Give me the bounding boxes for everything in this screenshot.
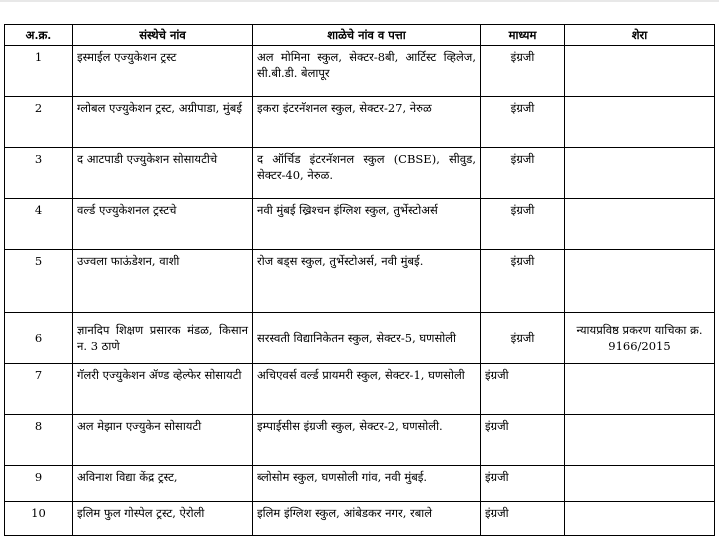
- cell-school: रोज बड्स स्कुल, तुर्भेस्टोअर्स, नवी मुंबई.: [253, 250, 481, 313]
- cell-medium: इंग्रजी: [481, 415, 565, 466]
- cell-sr: 8: [5, 415, 73, 466]
- cell-remark: [565, 148, 715, 199]
- cell-medium: इंग्रजी: [481, 199, 565, 250]
- table-row: [5, 313, 715, 364]
- cell-medium: इंग्रजी: [481, 148, 565, 199]
- table-row: [5, 46, 715, 97]
- cell-sr: 5: [5, 250, 73, 313]
- cell-sr: 7: [5, 364, 73, 415]
- cell-school: ब्लोसोम स्कुल, घणसोली गांव, नवी मुंबई.: [253, 466, 481, 502]
- header-medium: माध्यम: [481, 25, 565, 46]
- cell-medium: इंग्रजी: [481, 364, 565, 415]
- table-row: [5, 415, 715, 466]
- cell-medium: इंग्रजी: [481, 250, 565, 313]
- cell-sr: 2: [5, 97, 73, 148]
- table-row: [5, 466, 715, 502]
- cell-sr: 1: [5, 46, 73, 97]
- cell-medium: इंग्रजी: [481, 97, 565, 148]
- cell-trust: द आटपाडी एज्युकेशन सोसायटीचे: [73, 148, 253, 199]
- cell-trust: उज्वला फाऊंडेशन, वाशी: [73, 250, 253, 313]
- cell-medium: इंग्रजी: [481, 466, 565, 502]
- cell-remark: न्यायप्रविष्ठ प्रकरण याचिका क्र. 9166/2015: [565, 313, 715, 364]
- cell-remark: [565, 364, 715, 415]
- cell-remark: [565, 502, 715, 536]
- cell-trust: ज्ञानदिप शिक्षण प्रसारक मंडळ, किसान न. 3 ठाणे: [73, 313, 253, 364]
- header-remark: शेरा: [565, 25, 715, 46]
- cell-trust: गॅलरी एज्युकेशन ॲण्ड व्हेल्फेर सोसायटी: [73, 364, 253, 415]
- header-school-name-address: शाळेचे नांव व पत्ता: [253, 25, 481, 46]
- cell-school: नवी मुंबई ख्रिश्चन इंग्लिश स्कुल, तुर्भेस्टोअर्स: [253, 199, 481, 250]
- cell-sr: 3: [5, 148, 73, 199]
- cell-sr: 6: [5, 313, 73, 364]
- cell-remark: [565, 97, 715, 148]
- table-row: [5, 364, 715, 415]
- cell-remark: [565, 415, 715, 466]
- header-sr: अ.क्र.: [5, 25, 73, 46]
- cell-trust: इस्माईल एज्युकेशन ट्रस्ट: [73, 46, 253, 97]
- cell-sr: 9: [5, 466, 73, 502]
- cell-trust: वर्ल्ड एज्युकेशनल ट्रस्टचे: [73, 199, 253, 250]
- cell-school: सरस्वती विद्यानिकेतन स्कुल, सेक्टर-5, घणसोली: [253, 313, 481, 364]
- cell-trust: ग्लोबल एज्युकेशन ट्रस्ट, अग्रीपाडा, मुंबई: [73, 97, 253, 148]
- cell-trust: इलिम फुल गोस्पेल ट्रस्ट, ऐरोली: [73, 502, 253, 536]
- cell-remark: [565, 250, 715, 313]
- table-row: [5, 502, 715, 536]
- cell-school: इकरा इंटरनॅशनल स्कुल, सेक्टर-27, नेरुळ: [253, 97, 481, 148]
- cell-school: द ऑर्चिड इंटरनॅशनल स्कुल (CBSE), सीवुड, सेक्टर-40, नेरुळ.: [253, 148, 481, 199]
- cell-sr: 10: [5, 502, 73, 536]
- cell-remark: [565, 466, 715, 502]
- cell-medium: इंग्रजी: [481, 313, 565, 364]
- table-row: [5, 148, 715, 199]
- cell-school: इलिम इंग्लिश स्कुल, आंबेडकर नगर, रबाले: [253, 502, 481, 536]
- table-header-row: [5, 25, 715, 46]
- cell-school: अचिएवर्स वर्ल्ड प्रायमरी स्कुल, सेक्टर-1, घणसोली: [253, 364, 481, 415]
- schools-table: [4, 24, 715, 536]
- cell-trust: अविनाश विद्या केंद्र ट्रस्ट,: [73, 466, 253, 502]
- cell-school: अल मोमिना स्कुल, सेक्टर-8बी, आर्टिस्ट व्हिलेज, सी.बी.डी. बेलापूर: [253, 46, 481, 97]
- table-row: [5, 97, 715, 148]
- cell-medium: इंग्रजी: [481, 502, 565, 536]
- cell-school: इम्पाईसीस इंग्रजी स्कुल, सेक्टर-2, घणसोली.: [253, 415, 481, 466]
- header-trust-name: संस्थेचे नांव: [73, 25, 253, 46]
- cell-trust: अल मेझान एज्युकेन सोसायटी: [73, 415, 253, 466]
- table-row: [5, 250, 715, 313]
- cell-medium: इंग्रजी: [481, 46, 565, 97]
- table-row: [5, 199, 715, 250]
- cell-remark: [565, 199, 715, 250]
- cell-remark: [565, 46, 715, 97]
- page-top-edge: [0, 0, 719, 2]
- cell-sr: 4: [5, 199, 73, 250]
